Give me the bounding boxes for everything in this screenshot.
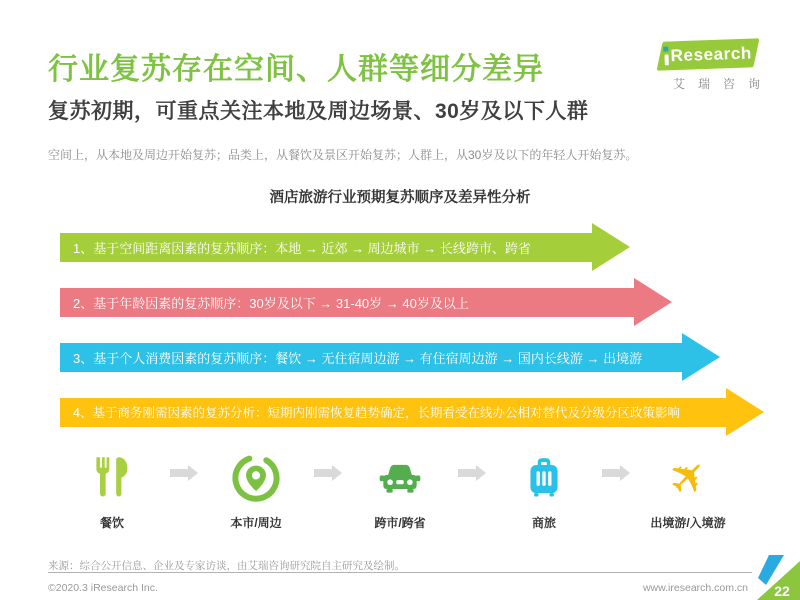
- source-note: 来源：综合公开信息、企业及专家访谈，由艾瑞咨询研究院自主研究及绘制。: [48, 560, 405, 572]
- luggage-icon: [488, 450, 600, 504]
- logo-i-icon: [664, 48, 670, 66]
- iresearch-logo: [660, 40, 774, 92]
- car-icon: [344, 450, 456, 504]
- arrow-body: [60, 288, 634, 317]
- stage-arrow-icon: [312, 465, 344, 481]
- stage-label: 本市/周边: [230, 516, 282, 530]
- airplane-icon: ✈: [655, 444, 721, 510]
- arrow-body: [60, 398, 726, 427]
- iresearch-logo-box: [657, 38, 760, 70]
- stage-dining: [56, 450, 168, 531]
- arrow-head-icon: [682, 333, 720, 381]
- fork-knife-icon: [56, 450, 168, 504]
- stage-arrow-icon: [456, 465, 488, 481]
- copyright-text: ©2020.3 iResearch Inc.: [48, 582, 158, 594]
- stage-arrow-icon: [600, 465, 632, 481]
- recovery-arrow-business: [60, 388, 764, 436]
- arrow-label: 1、基于空间距离因素的复苏顺序：本地 → 近郊 → 周边城市 → 长线跨市、跨省: [73, 240, 531, 256]
- arrow-label: 2、基于年龄因素的复苏顺序：30岁及以下 → 31-40岁 → 40岁及以上: [73, 295, 469, 311]
- arrow-head-icon: [592, 223, 630, 271]
- location-pin-icon: [200, 450, 312, 504]
- recovery-arrow-age: [60, 278, 764, 326]
- diagram-title: 酒店旅游行业预期复苏顺序及差异性分析: [269, 190, 531, 206]
- stage-business-travel: [488, 450, 600, 531]
- arrow-label: 4、基于商务刚需因素的复苏分析：短期内刚需恢复趋势确定，长期看受在线办公相对替代及分级分区政策影响: [73, 406, 680, 420]
- page-subtitle: 复苏初期，可重点关注本地及周边场景、30岁及以下人群: [48, 100, 589, 123]
- stage-label: 跨市/跨省: [374, 516, 426, 530]
- stage-label: 餐饮: [99, 516, 124, 530]
- stage-label: 商旅: [531, 516, 556, 530]
- page-number: 22: [774, 583, 790, 599]
- logo-chinese-name: 艾瑞咨询: [673, 77, 774, 91]
- logo-brand-text: Research: [670, 43, 753, 65]
- stage-arrow-icon: [168, 465, 200, 481]
- arrow-body: [60, 233, 592, 262]
- footer-divider: [48, 572, 752, 573]
- arrow-label: 3、基于个人消费因素的复苏顺序：餐饮 → 无住宿周边游 → 有住宿周边游 → 国内长线游 → 出境游: [73, 350, 643, 366]
- recovery-arrows: [60, 223, 764, 443]
- stage-local: [200, 450, 312, 531]
- website-url: www.iresearch.com.cn: [642, 582, 748, 594]
- arrow-head-icon: [726, 388, 764, 436]
- arrow-body: [60, 343, 682, 372]
- recovery-arrow-space: [60, 223, 764, 271]
- arrow-head-icon: [634, 278, 672, 326]
- page-corner-ribbon: [750, 555, 800, 600]
- stage-label: 出境游/入境游: [650, 516, 726, 530]
- recovery-stages: [56, 444, 744, 531]
- stage-cross-city: [344, 450, 456, 531]
- page-description: 空间上，从本地及周边开始复苏；品类上，从餐饮及景区开始复苏；人群上，从30岁及以下的年轻人开始复苏。: [48, 148, 638, 162]
- page-title: 行业复苏存在空间、人群等细分差异: [48, 53, 544, 86]
- stage-outbound-inbound: [632, 444, 744, 531]
- recovery-arrow-consumption: [60, 333, 764, 381]
